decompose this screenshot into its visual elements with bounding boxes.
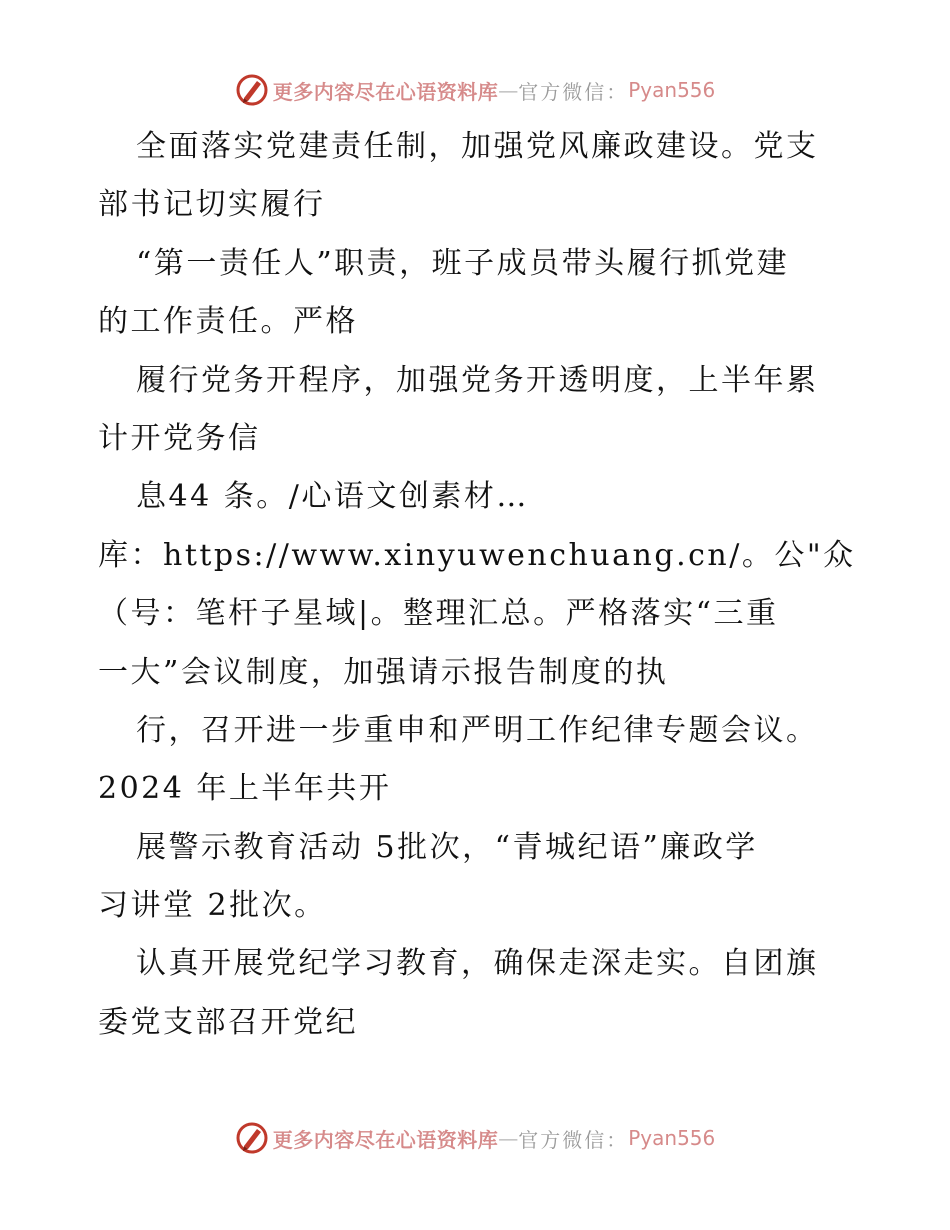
text-line: 2024 年上半年共开 [98,771,392,807]
text-line: 习讲堂 2批次。 [98,888,327,924]
banner-wechat-id: Pyan556 [628,78,716,102]
text-line: 委党支部召开党纪 [98,1004,358,1040]
text-line: 展警示教育活动 5批次，“青城纪语”廉政学 [136,829,758,865]
text-line: 库：https://www.xinyuwenchuang.cn/。公"众 [98,537,856,573]
document-body [98,118,858,1052]
text-line: 的工作责任。严格 [98,304,358,340]
banner-title: 更多内容尽在心语资料库 [272,79,499,104]
text-line: 一大”会议制度，加强请示报告制度的执 [98,654,669,690]
footer-banner [0,1118,950,1158]
text-line: （号：笔杆子星域|。整理汇总。严格落实“三重 [98,596,779,632]
banner-dash: — [498,1126,519,1150]
pen-logo-icon [235,73,269,107]
text-line: 计开党务信 [98,420,261,456]
header-banner [0,70,950,110]
banner-dash: — [498,78,519,102]
text-line: 行，召开进一步重申和严明工作纪律专题会议。 [136,712,819,748]
banner-wechat-label: 官方微信： [518,1127,629,1152]
banner-wechat-label: 官方微信： [518,79,629,104]
text-line: “第一责任人”职责，班子成员带头履行抓党建 [136,245,790,281]
text-line: 息44 条。/心语文创素材… [136,479,529,515]
text-line: 部书记切实履行 [98,187,326,223]
text-line: 全面落实党建责任制，加强党风廉政建设。党支 [136,129,819,164]
text-line: 履行党务开程序，加强党务开透明度，上半年累 [136,362,819,398]
text-line: 认真开展党纪学习教育，确保走深走实。自团旗 [136,946,819,982]
banner-wechat-id: Pyan556 [628,1126,716,1150]
banner-title: 更多内容尽在心语资料库 [272,1127,499,1152]
pen-logo-icon [235,1121,269,1155]
